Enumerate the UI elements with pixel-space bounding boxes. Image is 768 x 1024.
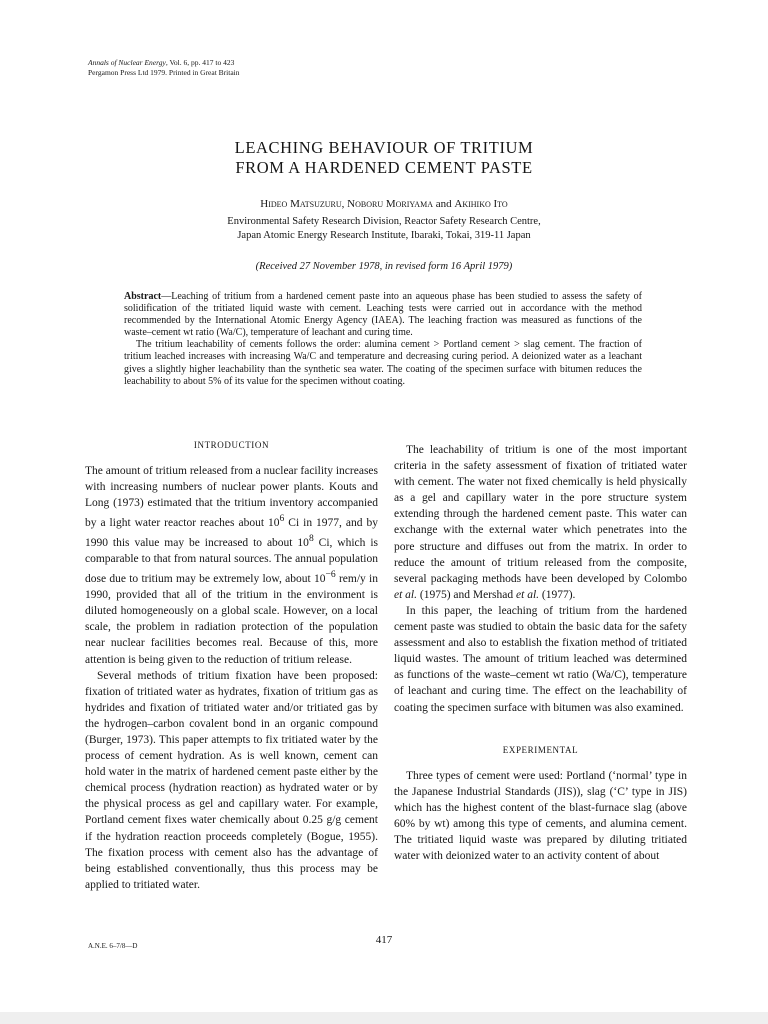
journal-citation-line-1: [88, 58, 240, 68]
author-1: Hideo Matsuzuru: [260, 198, 342, 210]
author-separator-1: ,: [341, 198, 348, 210]
introduction-paragraph-2: Several methods of tritium fixation have been proposed: fixation of tritiated water as hydrates, fixation of tritium gas as hydrides and fixation of tritiated water and/or tritiated gas by the hydrogen–carbon covalent bond in an organic compound (Burger, 1973). This paper attempts to fix tritiated water by the process of cement hydration. As is well known, cement can hold water in the matrix of hardened cement paste either by the chemical process (hydration reaction) as hydrated water or by the physical process as gel and capillary water. For example, Portland cement fixes water chemically about 0.25 g/g cement if the hydration reaction proceeds completely (Bogue, 1955). The fixation process with cement also has the advantage of being established conventionally, thus this process may be applied to tritiated water.: [85, 669, 378, 891]
left-column: [85, 463, 378, 893]
abstract-label: Abstract: [124, 291, 162, 302]
author-3: Akihiko Ito: [454, 198, 508, 210]
abstract-text-1: —Leaching of tritium from a hardened cement paste into an aqueous phase has been studied to assess the safety of solidification of the tritiated liquid waste with cement. Leaching tests were carried out in accordance with the method recommended by the International Atomic Energy Agency (IAEA). The leaching fraction was measured as functions of the waste–cement wt ratio (Wa/C), temperature of leachant and curing time.: [124, 291, 642, 339]
footer-code: A.N.E. 6–7/8—D: [88, 942, 138, 950]
journal-citation: [88, 58, 240, 77]
intro-text-b: Ci in 1977, and by 1990 this value may be increased to about 10: [85, 517, 378, 550]
intro-text-a: The amount of tritium released from a nuclear facility increases with increasing numbers of nuclear power plants. Kouts and Long (1973) estimated that the tritium inventory accompanied by a light water reactor reaches about 10: [85, 465, 378, 530]
author-list: [0, 197, 768, 211]
experimental-heading: EXPERIMENTAL: [502, 744, 579, 755]
affiliation-line-2: Japan Atomic Energy Research Institute, Ibaraki, Tokai, 319-11 Japan: [237, 230, 531, 241]
right-text-b: (1975) and Mershad: [417, 588, 517, 601]
journal-volume: , Vol. 6, pp. 417 to 423: [165, 58, 235, 67]
intro-text-d: rem/y in 1990, provided that all of the tritium in the environment is diluted homogeneously on a global scale. However, on a local scale, the problem in radiation protection of the population near nuclear facilities becomes real. Because of this, more attention is being given to the reduction of tritium release.: [85, 573, 378, 666]
abstract-paragraph-2: The tritium leachability of cements follows the order: alumina cement > Portland cement > slag cement. The fraction of tritium leached increases with increasing Wa/C and temperature and decreasing curing period. A deionized water as a leachant gives a slightly higher leachability than the synthetic sea water. The coating of the specimen surface with bitumen reduces the leachability to about 5% of its value for the specimen without coating.: [124, 339, 642, 387]
right-text-c: (1977).: [539, 588, 576, 601]
superscript-exponent: 8: [308, 533, 314, 545]
introduction-heading: INTRODUCTION: [193, 440, 270, 450]
et-al-italic: et al.: [394, 588, 417, 601]
superscript-exponent: −6: [325, 569, 336, 581]
revised-label: in revised form: [384, 261, 449, 272]
superscript-exponent: 6: [279, 513, 285, 525]
received-dates: [0, 261, 768, 272]
et-al-italic: et al.: [516, 588, 540, 601]
revised-date: 16 April 1979): [448, 261, 513, 272]
right-column: [394, 442, 687, 864]
article-title-line-1: LEACHING BEHAVIOUR OF TRITIUM: [234, 138, 534, 157]
right-paragraph-2: In this paper, the leaching of tritium from the hardened cement paste was studied to obtain the basic data for the safety assessment and also to establish the fixation method of tritiated liquid wastes. The amount of tritium leached was determined as functions of the waste–cement wt ratio (Wa/C), temperature of leachant and curing time. The effect on the leachability of coating the specimen surface with bitumen was also examined.: [394, 604, 687, 714]
article-title-line-2: FROM A HARDENED CEMENT PASTE: [235, 158, 533, 177]
page-number: 417: [375, 934, 393, 946]
article-title: [0, 138, 768, 178]
intro-text-c: Ci, which is comparable to that from natural sources. The annual population dose due to tritium may be extremely low, about 10: [85, 537, 379, 586]
experimental-paragraph-1: Three types of cement were used: Portland (‘normal’ type in the Japanese Industrial Standards (JIS)), slag (‘C’ type in JIS) which has the highest content of the blast-furnace slag (above 60% by wt) among this type of cements, and alumina cement. The tritiated liquid waste was prepared by diluting tritiated water with deionized water to an activity content of about: [394, 769, 687, 863]
affiliation: [0, 215, 768, 243]
journal-name: Annals of Nuclear Energy: [88, 58, 166, 67]
author-2: Noboru Moriyama: [347, 198, 433, 210]
right-paragraph-1: [394, 442, 687, 603]
abstract: [124, 291, 642, 388]
received-date: (Received 27 November 1978,: [255, 261, 385, 272]
right-text-a: The leachability of tritium is one of the most important criteria in the safety assessment of fixation of tritiated water with cement. The water not fixed chemically is held physically as a gel and capillary water in the pore structure system extending through the hardened cement paste. This water can exchange with the external water which penetrates into the pore structure and diffuses out from the matrix. In order to reduce the amount of tritium released from the composite, several packaging methods have been developed by Colombo: [394, 444, 687, 585]
affiliation-line-1: Environmental Safety Research Division, Reactor Safety Research Centre,: [227, 216, 541, 227]
author-separator-2: and: [432, 198, 455, 210]
abstract-paragraph-1: [124, 291, 642, 339]
journal-publisher: Pergamon Press Ltd 1979. Printed in Great Britain: [88, 67, 240, 77]
scan-bottom-edge: [0, 1012, 768, 1024]
introduction-paragraph-1: [85, 463, 378, 668]
